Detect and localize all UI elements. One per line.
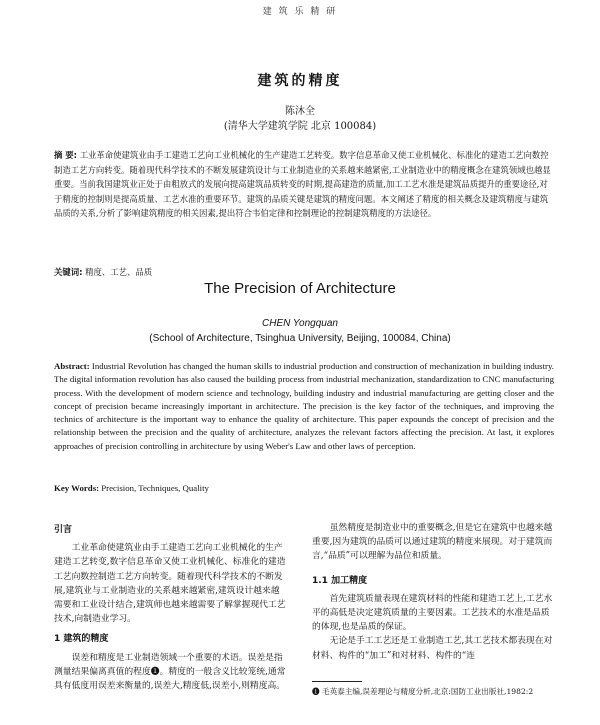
section-1-heading: 1 建筑的精度: [54, 634, 109, 645]
chinese-keywords: [54, 266, 554, 278]
english-abstract: [54, 360, 554, 453]
english-author: CHEN Yongquan: [262, 318, 338, 329]
english-affiliation: (School of Architecture, Tsinghua University, Beijing, 100084, China): [149, 333, 451, 344]
english-abstract-label: Abstract:: [54, 361, 90, 371]
chinese-affiliation: (清华大学建筑学院 北京 100084): [223, 121, 377, 132]
english-abstract-text: Industrial Revolution has changed the human skills to industrial production and construction of mechanization in building industry. The digital information revolution has also caused the building process from industrial mechanization, standardization to CNC manufacturing process. With the development of modern science and technology, building industry and industrial manufacturing are getting closer and the concept of precision became increasingly important in architecture. The precision is the key factor of the techniques, and improving the technics of architecture is the important way to enhance the quality of architecture. This paper expounds the concept of precision and the relationship between the precision and the quality of architecture, analyzes the relevant factors affecting the precision. At last, it explores approaches of precision controlling in architecture by using Weber's Law and other laws of perception.: [54, 361, 554, 451]
section-1-1-paragraph-1: 首先建筑质量表现在建筑材料的性能和建造工艺上,工艺水平的高低是决定建筑质量的主要因素。工艺技术的水准是品质的体现,也是品质的保证。: [312, 593, 553, 633]
english-keywords-label: Key Words:: [54, 483, 100, 493]
english-keywords: [54, 483, 554, 493]
right-column: [312, 521, 554, 663]
left-column: [54, 521, 286, 693]
intro-paragraph: 工业革命使建筑业由手工建造工艺向工业机械化的生产建造工艺转变,数字信息革命又使工业机械化、标准化的建造工艺向数控制造工艺方向转变。随着现代科学技术的不断发展,建筑业与工业制造业的关系越来越紧密,建筑设计越来越需要和工业设计结合,建筑师也越来越需要了解掌握现代工艺技术,向制造业学习。: [54, 543, 286, 625]
chinese-author: 陈沐全: [285, 106, 315, 117]
journal-header: 建 筑 乐 精 研: [262, 7, 338, 17]
chinese-abstract-label: 摘 要:: [54, 150, 78, 160]
chinese-keywords-text: 精度、工艺、品质: [85, 267, 153, 277]
chinese-abstract-text: 工业革命使建筑业由手工建造工艺向工业机械化的生产建造工艺转变。数字信息革命又使工业机械化、标准化的建造工艺向数控制造工艺方向转变。随着现代科学技术的不断发展建筑设计与工业制造业的关系越来越紧密,工业制造业中的精度概念在建筑领域也越显重要。当前我国建筑业正处于由粗放式的发展向提高建筑品质转变的时期,提高建造的质量,加工工艺水准是建筑品质提升的重要途径,对于精度的控制则是提高质量、工艺水准的重要环节。建筑的品质关键是建筑的精度问题。本文阐述了精度的相关概念及建筑精度与建筑品质的关系,分析了影响建筑精度的相关因素,提出符合韦伯定律和控制理论的控制建筑精度的方法途径。: [54, 150, 551, 218]
english-title: The Precision of Architecture: [204, 280, 396, 297]
section-1-1-heading: 1.1 加工精度: [312, 575, 368, 586]
section-1-paragraph: 误差和精度是工业制造领域一个重要的术语。误差是指测量结果偏离真值的程度❶。精度的一般含义比较笼统,通常具有低度用误差来衡量的,误差大,精度低,误差小,则精度高。: [54, 652, 286, 692]
intro-heading: 引言: [54, 525, 73, 535]
footnote: ❶ 毛英泰主编,误差理论与精度分析,北京:国防工业出版社,1982:2: [312, 687, 534, 696]
chinese-abstract: [54, 148, 554, 221]
section-1-1-paragraph-2: 无论是手工工艺还是工业制造工艺,其工艺技术都表现在对材料、构件的“加工”和对材料、构件的“连: [312, 636, 553, 661]
english-keywords-text: Precision, Techniques, Quality: [101, 483, 209, 493]
footnote-rule: [312, 681, 362, 682]
chinese-keywords-label: 关键词:: [54, 267, 83, 277]
right-intro-paragraph: 虽然精度是制造业中的重要概念,但是它在建筑中也越来越重要,因为建筑的品质可以通过建筑的精度来展现。对于建筑而言,“品质”可以理解为品位和质量。: [312, 523, 553, 562]
chinese-title: 建筑的精度: [257, 73, 343, 89]
